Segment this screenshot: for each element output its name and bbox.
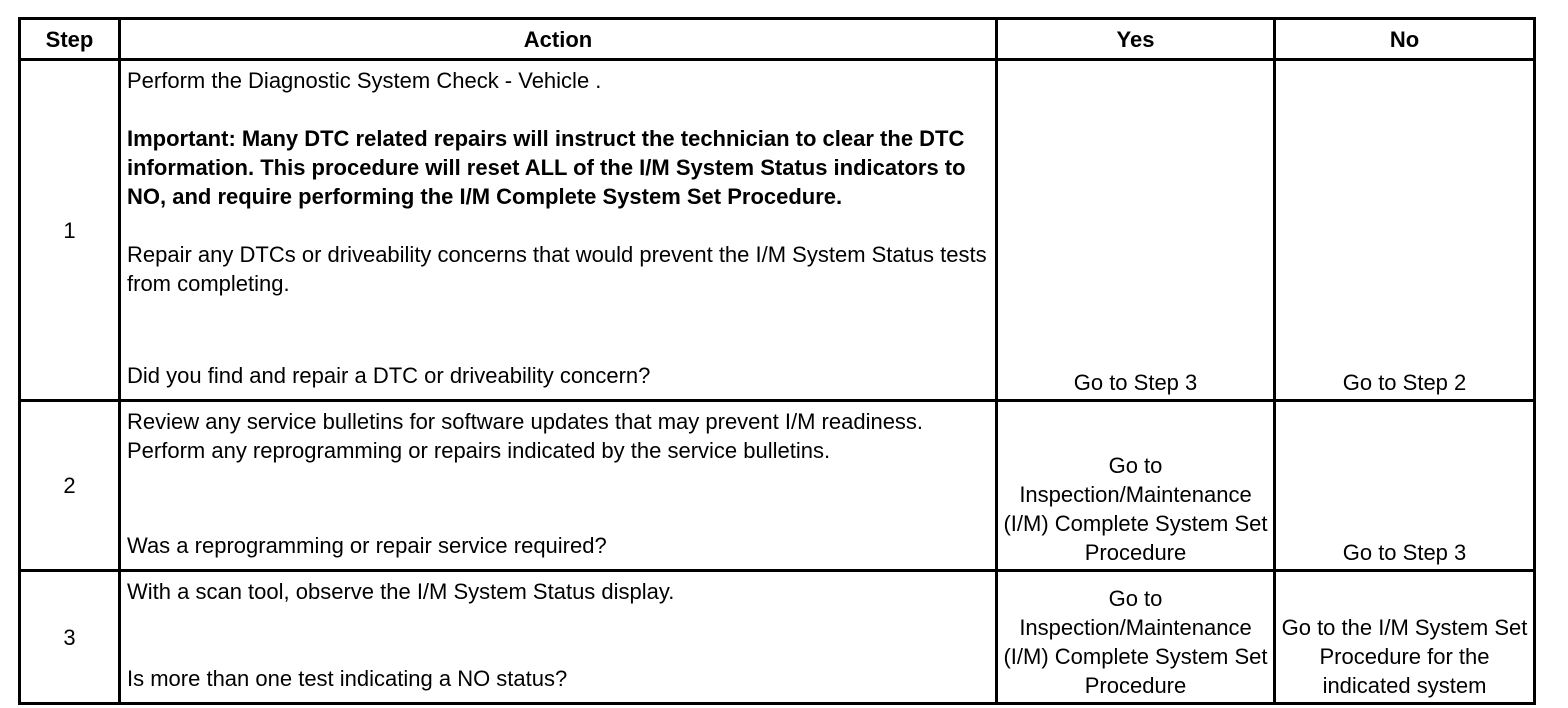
action-cell bbox=[120, 60, 997, 401]
action-instructions bbox=[127, 66, 989, 298]
action-cell bbox=[120, 401, 997, 571]
action-text: Repair any DTCs or driveability concerns that would prevent the I/M System Status tests from completing. bbox=[127, 242, 987, 296]
step-number: 3 bbox=[20, 571, 120, 704]
no-outcome: Go to Step 2 bbox=[1275, 60, 1535, 401]
table-row bbox=[20, 401, 1535, 571]
header-action: Action bbox=[120, 19, 997, 60]
action-text: With a scan tool, observe the I/M System Status display. bbox=[127, 579, 675, 604]
action-text: Review any service bulletins for software updates that may prevent I/M readiness. Perform any reprogramming or repairs indicated by the service bulletins. bbox=[127, 409, 924, 463]
header-yes: Yes bbox=[997, 19, 1275, 60]
table-row bbox=[20, 60, 1535, 401]
table-row bbox=[20, 571, 1535, 704]
step-number: 2 bbox=[20, 401, 120, 571]
step-question: Was a reprogramming or repair service required? bbox=[127, 533, 607, 558]
important-note: Important: Many DTC related repairs will instruct the technician to clear the DTC information. This procedure will reset ALL of the I/M System Status indicators to NO, and require performing the I/M Complete System Set Procedure. bbox=[127, 126, 966, 209]
step-question: Is more than one test indicating a NO status? bbox=[127, 666, 568, 691]
yes-outcome: Go to Inspection/Maintenance (I/M) Complete System Set Procedure bbox=[997, 571, 1275, 704]
header-no: No bbox=[1275, 19, 1535, 60]
header-step: Step bbox=[20, 19, 120, 60]
step-number: 1 bbox=[20, 60, 120, 401]
no-outcome: Go to the I/M System Set Procedure for the indicated system bbox=[1275, 571, 1535, 704]
yes-outcome: Go to Inspection/Maintenance (I/M) Complete System Set Procedure bbox=[997, 401, 1275, 571]
table-header-row bbox=[20, 19, 1535, 60]
action-text: Perform the Diagnostic System Check - Vehicle . bbox=[127, 68, 602, 93]
yes-outcome: Go to Step 3 bbox=[997, 60, 1275, 401]
diagnostic-steps-table bbox=[18, 17, 1536, 705]
step-question: Did you find and repair a DTC or driveability concern? bbox=[127, 363, 651, 388]
no-outcome: Go to Step 3 bbox=[1275, 401, 1535, 571]
action-cell bbox=[120, 571, 997, 704]
diagnostic-table-container bbox=[18, 17, 1536, 705]
